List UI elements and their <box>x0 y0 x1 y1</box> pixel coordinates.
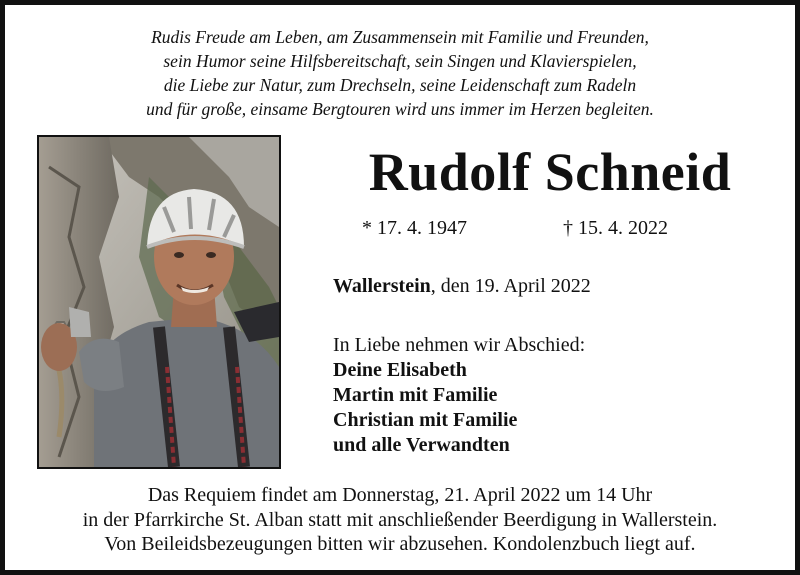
mourner-name: Martin mit Familie <box>333 384 498 406</box>
birth-date: * 17. 4. 1947 <box>362 217 467 239</box>
quote-line: die Liebe zur Natur, zum Drechseln, seine Leidenschaft zum Radeln <box>163 75 637 95</box>
farewell-intro: In Liebe nehmen wir Abschied: <box>333 334 586 356</box>
notice-date: , den 19. April 2022 <box>430 275 591 297</box>
place-and-date <box>333 273 591 299</box>
footer-line: Das Requiem findet am Donnerstag, 21. April 2022 um 14 Uhr <box>147 484 653 506</box>
footer-line: Von Beileidsbezeugungen bitten wir abzusehen. Kondolenzbuch liegt auf. <box>104 533 696 555</box>
quote-line: sein Humor seine Hilfsbereitschaft, sein Singen und Klavierspielen, <box>163 51 637 71</box>
place-name: Wallerstein <box>333 275 431 297</box>
mourners-block <box>333 333 585 458</box>
portrait-photo <box>37 135 281 469</box>
footer-line: in der Pfarrkirche St. Alban statt mit anschließender Beerdigung in Wallerstein. <box>82 508 718 531</box>
mourner-name: und alle Verwandten <box>333 434 510 456</box>
quote-line: und für große, einsame Bergtouren wird uns immer im Herzen begleiten. <box>146 99 654 119</box>
quote-line: Rudis Freude am Leben, am Zusammensein mit Familie und Freunden, <box>151 27 649 47</box>
memorial-quote <box>25 25 775 121</box>
portrait-image <box>39 137 279 467</box>
deceased-name: Rudolf Schneid <box>368 142 732 202</box>
mourner-name: Deine Elisabeth <box>333 359 467 381</box>
death-date: † 15. 4. 2022 <box>563 217 668 239</box>
funeral-info <box>15 483 785 557</box>
mourner-name: Christian mit Familie <box>333 409 518 431</box>
